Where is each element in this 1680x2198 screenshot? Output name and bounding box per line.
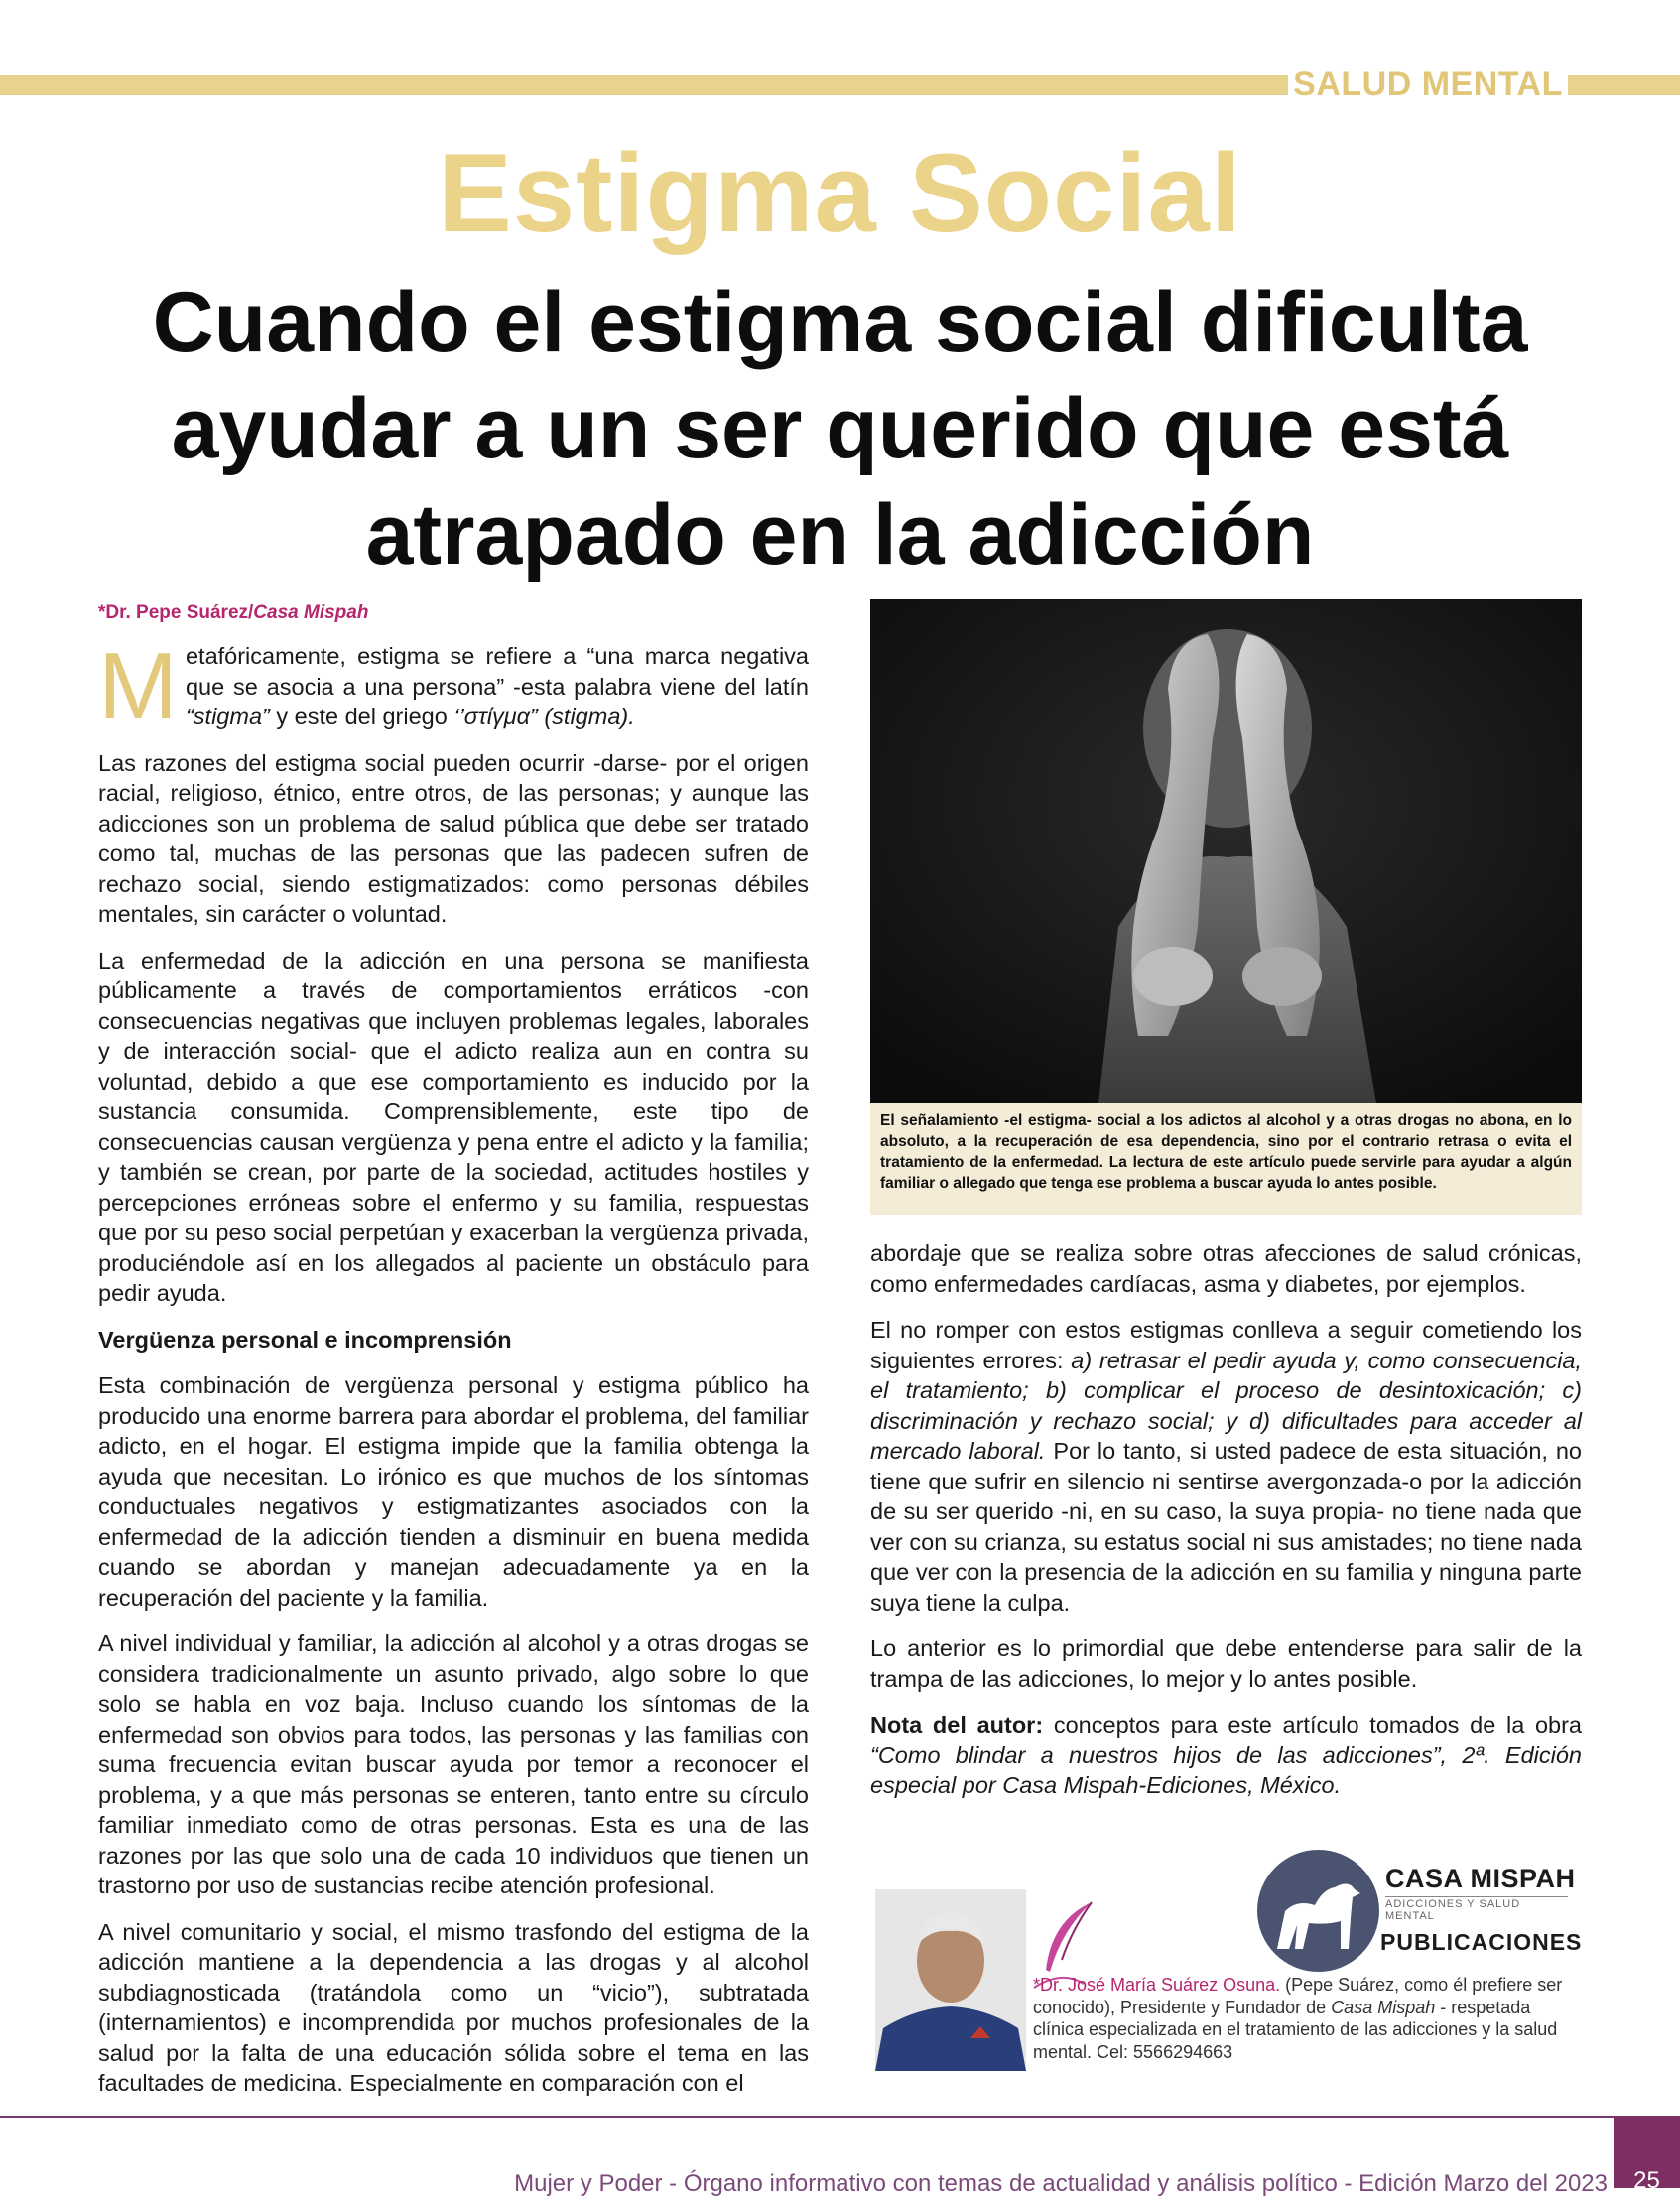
article-photo: [870, 599, 1582, 1103]
page-number-box: [1614, 2116, 1680, 2194]
intro-text-a: etafóricamente, estigma se refiere a “una marca negativa que se asocia a una persona” -esta palabra viene del latín: [185, 643, 809, 700]
article-column-right: [870, 1238, 1582, 1817]
headline: Cuando el estigma social dificulta ayudar a un ser querido que está atrapado en la adicción: [152, 275, 1528, 582]
intro-paragraph: [98, 633, 809, 739]
intro-text-b: “stigma”: [185, 704, 270, 729]
note-label: Nota del autor:: [870, 1712, 1044, 1738]
byline-name: *Dr. Pepe Suárez/: [98, 602, 254, 623]
paragraph-2: La enfermedad de la adicción en una persona se manifiesta públicamente a través de comportamientos erráticos -con consecuencias negativas que incluyen problemas legales, laborales y de interacción social- que el adicto realiza aun en contra su voluntad, debido a que ese comportamiento es inducido por la sustancia consumida. Comprensiblemente, este tipo de consecuencias causan vergüenza y pena entre el adicto y la familia; y también se crean, por parte de la sociedad, actitudes hostiles y percepciones erróneas sobre el enfermo y su familia, respuestas que por su peso social perpetúan y exacerban la vergüenza privada, produciéndole así en los allegados al paciente un obstáculo para pedir ayuda.: [98, 947, 809, 1306]
byline: [98, 601, 809, 625]
byline-source: Casa Mispah: [253, 602, 369, 623]
page-number: 25: [1633, 2167, 1660, 2194]
bio-name: *Dr. José María Suárez Osuna.: [1033, 1975, 1281, 1995]
bio-org: Casa Mispah: [1331, 1997, 1436, 2017]
person-covering-face-image: [870, 599, 1582, 1103]
photo-figure: [870, 599, 1582, 1215]
author-bio: [1033, 1974, 1582, 2063]
note-text: conceptos para este artículo tomados de la obra: [1043, 1712, 1582, 1738]
kicker-title: Estigma Social: [438, 131, 1242, 255]
article-column-left: [98, 601, 809, 2115]
p7-text-b: a) retrasar el pedir ayuda y, como consecuencia, el tratamiento; b) complicar el proceso de desintoxicación; c) discriminación y rechazo social; y d) dificultades para acceder al mercado laboral.: [870, 1347, 1583, 1464]
photo-caption: El señalamiento -el estigma- social a los adictos al alcohol y a otras drogas no abona, en lo absoluto, a la recuperación de esa dependencia, sino por el contrario retrasa o evita el tratamiento de la enfermedad. La lectura de este artículo puede servirle para ayudar a algún familiar o allegado que tenga ese problema a buscar ayuda lo antes posible.: [880, 1112, 1572, 1192]
paragraph-6: abordaje que se realiza sobre otras afecciones de salud crónicas, como enfermedades cardíacas, asma y diabetes, por ejemplos.: [870, 1240, 1582, 1297]
author-portrait-image: [875, 1889, 1026, 2071]
bio-text-1: (Pepe Suárez, como él prefiere ser conocido), Presidente y Fundador de: [1033, 1975, 1563, 2017]
footer-text: Mujer y Poder - Órgano informativo con temas de actualidad y análisis político - Edición Marzo del 2023: [514, 2170, 1608, 2197]
paragraph-5: A nivel comunitario y social, el mismo trasfondo del estigma de la adicción mantiene a la dependencia a las drogas y al alcohol subdiagnosticada (tratándola como un “vicio”), subtratada (internamientos) e incomprendida por muchos profesionales de la salud por la falta de una educación sólida sobre el tema en las facultades de medicina. Especialmente en comparación con el: [98, 1918, 809, 2096]
top-rule-left: [0, 75, 1288, 95]
subheading: Vergüenza personal e incomprensión: [98, 1326, 512, 1353]
section-label: SALUD MENTAL: [1293, 65, 1563, 103]
paragraph-1: Las razones del estigma social pueden ocurrir -darse- por el origen racial, religioso, étnico, entre otros, de las personas; y aunque las adicciones son un problema de salud pública que debe ser tratado como tal, muchas de las personas que las padecen sufren de rechazo social, siendo estigmatizados: como personas débiles mentales, sin carácter o voluntad.: [98, 749, 809, 927]
bio-text-2: - respetada clínica especializada en el tratamiento de las adicciones y la salud mental. Cel: 5566294663: [1033, 1997, 1558, 2062]
p7-text-a: El no romper con estos estigmas conlleva a seguir cometiendo los siguientes errores:: [870, 1317, 1582, 1373]
paragraph-4: A nivel individual y familiar, la adicción al alcohol y a otras drogas se considera tradicionalmente un asunto privado, algo sobre lo que solo se habla en voz baja. Incluso cuando los síntomas de la enfermedad son obvios para todos, las personas y las familias con suma frecuencia evitan buscar ayuda por temor a reconocer el problema, y a que más personas se enteren, tanto entre su círculo familiar inmediato como de otras personas. Esta es una de las razones por las que solo una de cada 10 individuos que tienen un trastorno por uso de sustancias recibe atención profesional.: [98, 1630, 809, 1898]
author-note: [870, 1710, 1582, 1801]
logo-tagline: ADICCIONES Y SALUD MENTAL: [1385, 1896, 1568, 1922]
logo-name: CASA MISPAH: [1385, 1864, 1576, 1893]
p7-text-c: Por lo tanto, si usted padece de esta situación, no tiene que sufrir en silencio ni sentirse avergonzada-o por la adicción de su ser querido -ni, en su caso, la suya propia- no tiene nada que ver con su crianza, su estatus social ni sus amistades; no tiene nada que ver con la presencia de la adicción en su familia y ninguna parte suya tiene la culpa.: [870, 1438, 1582, 1616]
paragraph-3: Esta combinación de vergüenza personal y estigma público ha producido una enorme barrera para abordar el problema, del familiar adicto, en el hogar. El estigma impide que la familia obtenga la ayuda que necesitan. Lo irónico es que muchos de los síntomas conductuales negativos y estigmatizantes asociados con la enfermedad de la adicción tienden a disminuir en buena medida cuando se abordan y manejan adecuadamente ya en la recuperación del paciente y la familia.: [98, 1372, 809, 1611]
intro-text-c: y este del griego: [269, 704, 454, 729]
casa-mispah-logo-icon: [1257, 1850, 1379, 1972]
bio-text: [1033, 1974, 1582, 2063]
top-rule-right: [1568, 75, 1680, 95]
paragraph-7: [870, 1315, 1582, 1617]
author-portrait: [875, 1889, 1026, 2071]
dropcap: M: [98, 633, 178, 739]
paragraph-8: Lo anterior es lo primordial que debe entenderse para salir de la trampa de las adicciones, lo mejor y lo antes posible.: [870, 1635, 1582, 1692]
logo-sub: PUBLICACIONES: [1380, 1929, 1583, 1955]
footer-rule: [0, 2116, 1614, 2118]
note-italic: “Como blindar a nuestros hijos de las adicciones”, 2ª. Edición especial por Casa Mispah-Ediciones, México.: [870, 1742, 1582, 1798]
intro-text-d: ‘’στίγμα” (stigma).: [453, 704, 635, 729]
